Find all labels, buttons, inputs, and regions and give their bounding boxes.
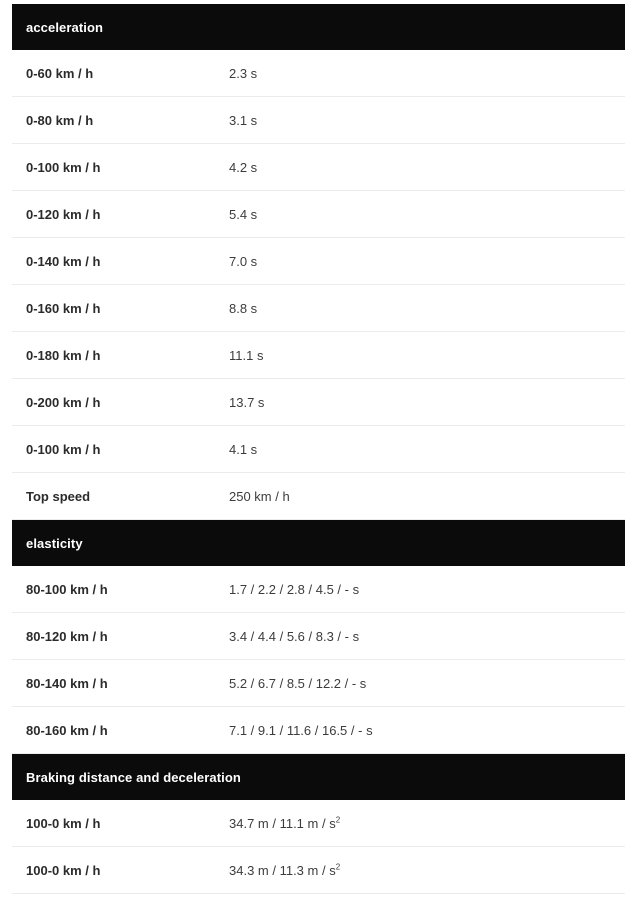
row-value bbox=[229, 816, 340, 831]
row-label: 80-140 km / h bbox=[26, 675, 108, 691]
row-label: Top speed bbox=[26, 488, 91, 504]
row-value-superscript: 2 bbox=[335, 862, 341, 872]
section-header-elasticity: elasticity bbox=[12, 520, 625, 566]
table-row bbox=[12, 566, 625, 613]
table-row bbox=[12, 660, 625, 707]
table-row bbox=[12, 426, 625, 473]
row-label: 0-160 km / h bbox=[26, 300, 101, 316]
table-row bbox=[12, 97, 625, 144]
row-value: 7.1 / 9.1 / 11.6 / 16.5 / - s bbox=[229, 722, 373, 738]
row-label: 0-140 km / h bbox=[26, 253, 101, 269]
row-value: 2.3 s bbox=[229, 65, 258, 81]
row-value: 8.8 s bbox=[229, 300, 258, 316]
row-label: 0-100 km / h bbox=[26, 441, 101, 457]
row-value-text: 34.3 m / 11.3 m / s bbox=[229, 862, 336, 878]
table-row bbox=[12, 144, 625, 191]
table-row bbox=[12, 613, 625, 660]
row-value: 5.4 s bbox=[229, 206, 258, 222]
section-header-acceleration: acceleration bbox=[12, 4, 625, 50]
row-value bbox=[229, 863, 340, 878]
table-row bbox=[12, 332, 625, 379]
row-label: 0-180 km / h bbox=[26, 347, 101, 363]
row-value: 3.4 / 4.4 / 5.6 / 8.3 / - s bbox=[229, 628, 360, 644]
row-value: 3.1 s bbox=[229, 112, 258, 128]
table-row bbox=[12, 800, 625, 847]
row-label: 100-0 km / h bbox=[26, 815, 101, 831]
row-value-superscript: 2 bbox=[335, 815, 341, 825]
row-value: 4.2 s bbox=[229, 159, 258, 175]
table-row bbox=[12, 238, 625, 285]
table-row bbox=[12, 379, 625, 426]
row-label: 0-100 km / h bbox=[26, 159, 101, 175]
row-label: 80-100 km / h bbox=[26, 581, 108, 597]
row-label: 0-80 km / h bbox=[26, 112, 94, 128]
row-value: 11.1 s bbox=[229, 347, 264, 363]
table-row bbox=[12, 707, 625, 754]
table-row bbox=[12, 847, 625, 894]
row-label: 100-0 km / h bbox=[26, 862, 101, 878]
row-value: 1.7 / 2.2 / 2.8 / 4.5 / - s bbox=[229, 581, 360, 597]
row-value-text: 34.7 m / 11.1 m / s bbox=[229, 815, 336, 831]
table-row bbox=[12, 285, 625, 332]
row-label: 80-120 km / h bbox=[26, 628, 108, 644]
row-value: 5.2 / 6.7 / 8.5 / 12.2 / - s bbox=[229, 675, 367, 691]
table-row bbox=[12, 50, 625, 97]
row-label: 0-120 km / h bbox=[26, 206, 101, 222]
row-label: 0-60 km / h bbox=[26, 65, 94, 81]
row-value: 250 km / h bbox=[229, 488, 290, 504]
row-value: 4.1 s bbox=[229, 441, 258, 457]
table-row bbox=[12, 191, 625, 238]
section-header-braking: Braking distance and deceleration bbox=[12, 754, 625, 800]
row-value: 7.0 s bbox=[229, 253, 258, 269]
row-label: 80-160 km / h bbox=[26, 722, 108, 738]
specs-table bbox=[12, 4, 625, 894]
table-row bbox=[12, 473, 625, 520]
row-value: 13.7 s bbox=[229, 394, 265, 410]
row-label: 0-200 km / h bbox=[26, 394, 101, 410]
